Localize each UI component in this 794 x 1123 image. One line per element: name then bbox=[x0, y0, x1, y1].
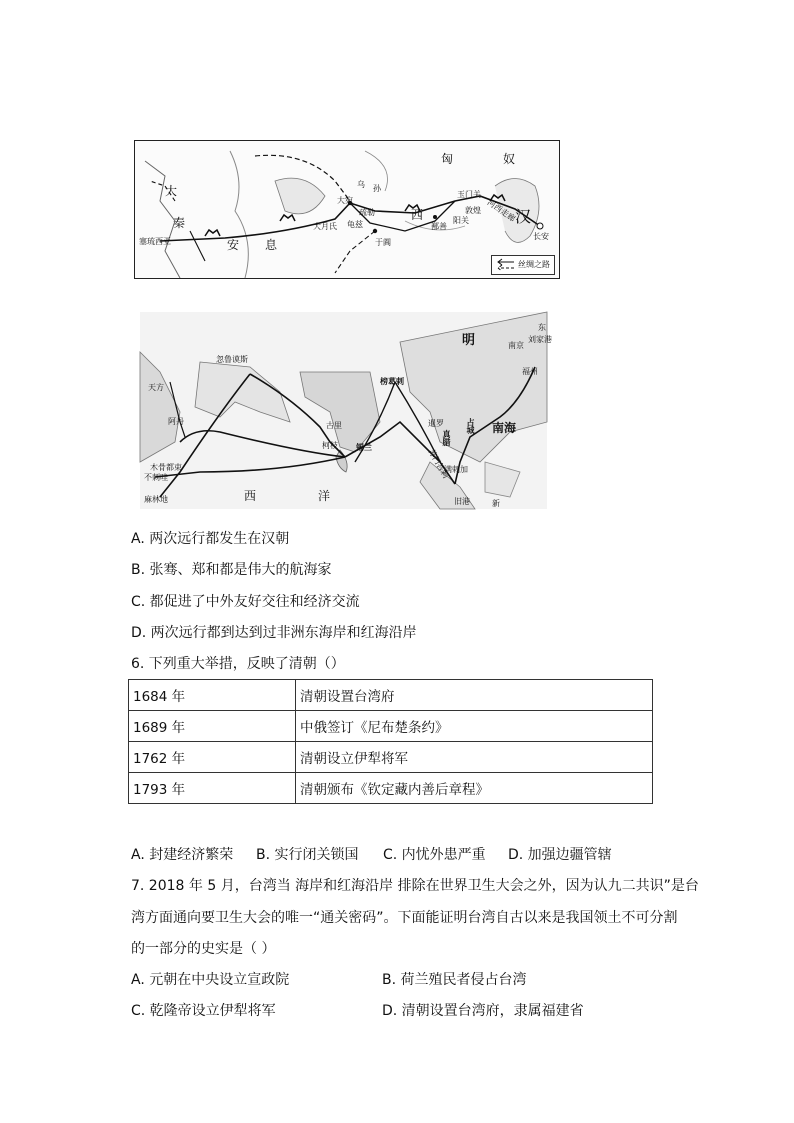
zhenghe-map-drawing bbox=[140, 312, 547, 509]
map1-label-yumenguan: 玉门关 bbox=[457, 190, 481, 199]
map2-label-ceylon: 锡兰 bbox=[356, 443, 372, 452]
map1-label-hexi: 河西走廊 bbox=[485, 197, 517, 224]
map2-label-bulawa: 不刺哇 bbox=[144, 473, 168, 482]
map2-label-nanjing: 南京 bbox=[508, 341, 524, 350]
map2-label-malindi: 麻林地 bbox=[144, 495, 168, 504]
map2-label-guli: 古里 bbox=[326, 421, 342, 430]
table-cell-year: 1762 年 bbox=[129, 742, 296, 773]
map1-label-dunhuang: 敦煌 bbox=[465, 206, 481, 215]
map1-label-da: 大 bbox=[165, 184, 178, 198]
table-row bbox=[129, 680, 653, 711]
q5-option-d: D. 两次远行都到达到过非洲东海岸和红海沿岸 bbox=[131, 625, 417, 641]
map1-label-dawan: 大宛 bbox=[337, 196, 353, 205]
q7-stem-line-3: 的一部分的史实是（ ） bbox=[131, 941, 276, 957]
q6-table bbox=[128, 679, 653, 804]
map1-label-wusun-1: 乌 bbox=[357, 180, 365, 189]
map2-label-kezhi: 柯枝 bbox=[322, 441, 338, 450]
map1-label-qiuci: 龟兹 bbox=[347, 220, 363, 229]
table-cell-year: 1793 年 bbox=[129, 773, 296, 804]
table-cell-event: 中俄签订《尼布楚条约》 bbox=[296, 711, 653, 742]
map1-label-wusun-2: 孙 bbox=[373, 184, 381, 193]
q6-option-d: D. 加强边疆管辖 bbox=[508, 847, 612, 863]
q7-option-d: D. 清朝设置台湾府，隶属福建省 bbox=[382, 1003, 584, 1019]
table-cell-year: 1689 年 bbox=[129, 711, 296, 742]
map2-label-ming: 明 bbox=[462, 333, 476, 348]
map2-label-nanhai: 南海 bbox=[492, 421, 517, 435]
q6-stem: 6. 下列重大举措，反映了清朝（） bbox=[131, 656, 345, 672]
table-cell-event: 清朝设置台湾府 bbox=[296, 680, 653, 711]
map2-label-tianfang: 天方 bbox=[148, 383, 164, 392]
map2-label-dong: 东 bbox=[538, 323, 546, 332]
map1-label-anxi-1: 安 bbox=[227, 238, 240, 252]
map1-legend bbox=[491, 255, 555, 275]
map1-label-han: 汉 bbox=[515, 207, 532, 226]
q5-option-c: C. 都促进了中外友好交往和经济交流 bbox=[131, 594, 360, 610]
map1-legend-label: 丝绸之路 bbox=[518, 260, 550, 269]
q7-option-c: C. 乾隆帝设立伊犁将军 bbox=[131, 1003, 276, 1019]
map2-label-sumatra: 苏门答剌 bbox=[426, 447, 451, 480]
silk-road-map bbox=[134, 140, 560, 279]
map1-label-anxi-2: 息 bbox=[265, 238, 278, 252]
map1-label-dayuezhi: 大月氏 bbox=[313, 222, 337, 231]
map1-label-seleucia: 塞琉西亚 bbox=[139, 237, 171, 246]
map1-label-qin: 秦 bbox=[173, 216, 186, 230]
map2-label-aden: 阿丹 bbox=[168, 417, 184, 426]
map2-label-malacca: 满剌加 bbox=[444, 465, 468, 474]
q7-option-b: B. 荷兰殖民者侵占台湾 bbox=[382, 972, 527, 988]
map2-label-hormuz: 忽鲁谟斯 bbox=[216, 355, 248, 364]
q7-option-a: A. 元朝在中央设立宣政院 bbox=[131, 972, 290, 988]
map1-label-shanshan: 鄯善 bbox=[431, 222, 447, 231]
map2-label-jiugang: 旧港 bbox=[454, 497, 470, 506]
table-row bbox=[129, 711, 653, 742]
map2-label-mogadishu: 木骨都束 bbox=[150, 463, 182, 472]
table-cell-event: 清朝设立伊犁将军 bbox=[296, 742, 653, 773]
map2-label-zhenla: 真腊 bbox=[442, 430, 451, 446]
map2-label-bengal: 榜葛剌 bbox=[380, 377, 404, 386]
table-row bbox=[129, 742, 653, 773]
map1-label-shule: 疏勒 bbox=[359, 208, 375, 217]
q5-option-b: B. 张骞、郑和都是伟大的航海家 bbox=[131, 562, 332, 578]
map1-label-yutian: 于阗 bbox=[375, 238, 391, 247]
map2-label-xiyang-1: 西 bbox=[244, 489, 257, 503]
q6-option-b: B. 实行闭关锁国 bbox=[256, 847, 359, 863]
table-cell-event: 清朝颁布《钦定藏内善后章程》 bbox=[296, 773, 653, 804]
map1-label-xiongnu-2: 奴 bbox=[503, 152, 516, 166]
map2-label-xin: 新 bbox=[492, 499, 500, 508]
map1-label-xi: 西 bbox=[411, 208, 424, 222]
zhenghe-voyage-map bbox=[140, 312, 552, 509]
table-row bbox=[129, 773, 653, 804]
map1-label-xiongnu-1: 匈 bbox=[441, 152, 454, 166]
q5-option-a: A. 两次远行都发生在汉朝 bbox=[131, 531, 290, 547]
map2-label-zhancheng: 占城 bbox=[466, 418, 475, 434]
map1-label-changan: 长安 bbox=[533, 232, 549, 241]
map2-label-siam: 暹罗 bbox=[428, 419, 444, 428]
q6-option-a: A. 封建经济繁荣 bbox=[131, 847, 234, 863]
map2-label-xiyang-2: 洋 bbox=[318, 489, 331, 503]
table-cell-year: 1684 年 bbox=[129, 680, 296, 711]
map2-label-liujiagang: 刘家港 bbox=[528, 335, 552, 344]
q7-stem-line-1: 7. 2018 年 5 月，台湾当 海岸和红海沿岸 排除在世界卫生大会之外，因为认九二共识”是台 bbox=[131, 878, 699, 894]
map2-label-fuzhou: 福州 bbox=[522, 367, 538, 376]
q7-stem-line-2: 湾方面通向要卫生大会的唯一“通关密码”。下面能证明台湾自古以来是我国领土不可分割 bbox=[131, 910, 678, 926]
map1-label-yangguan: 阳关 bbox=[453, 216, 469, 225]
q6-option-c: C. 内忧外患严重 bbox=[383, 847, 486, 863]
